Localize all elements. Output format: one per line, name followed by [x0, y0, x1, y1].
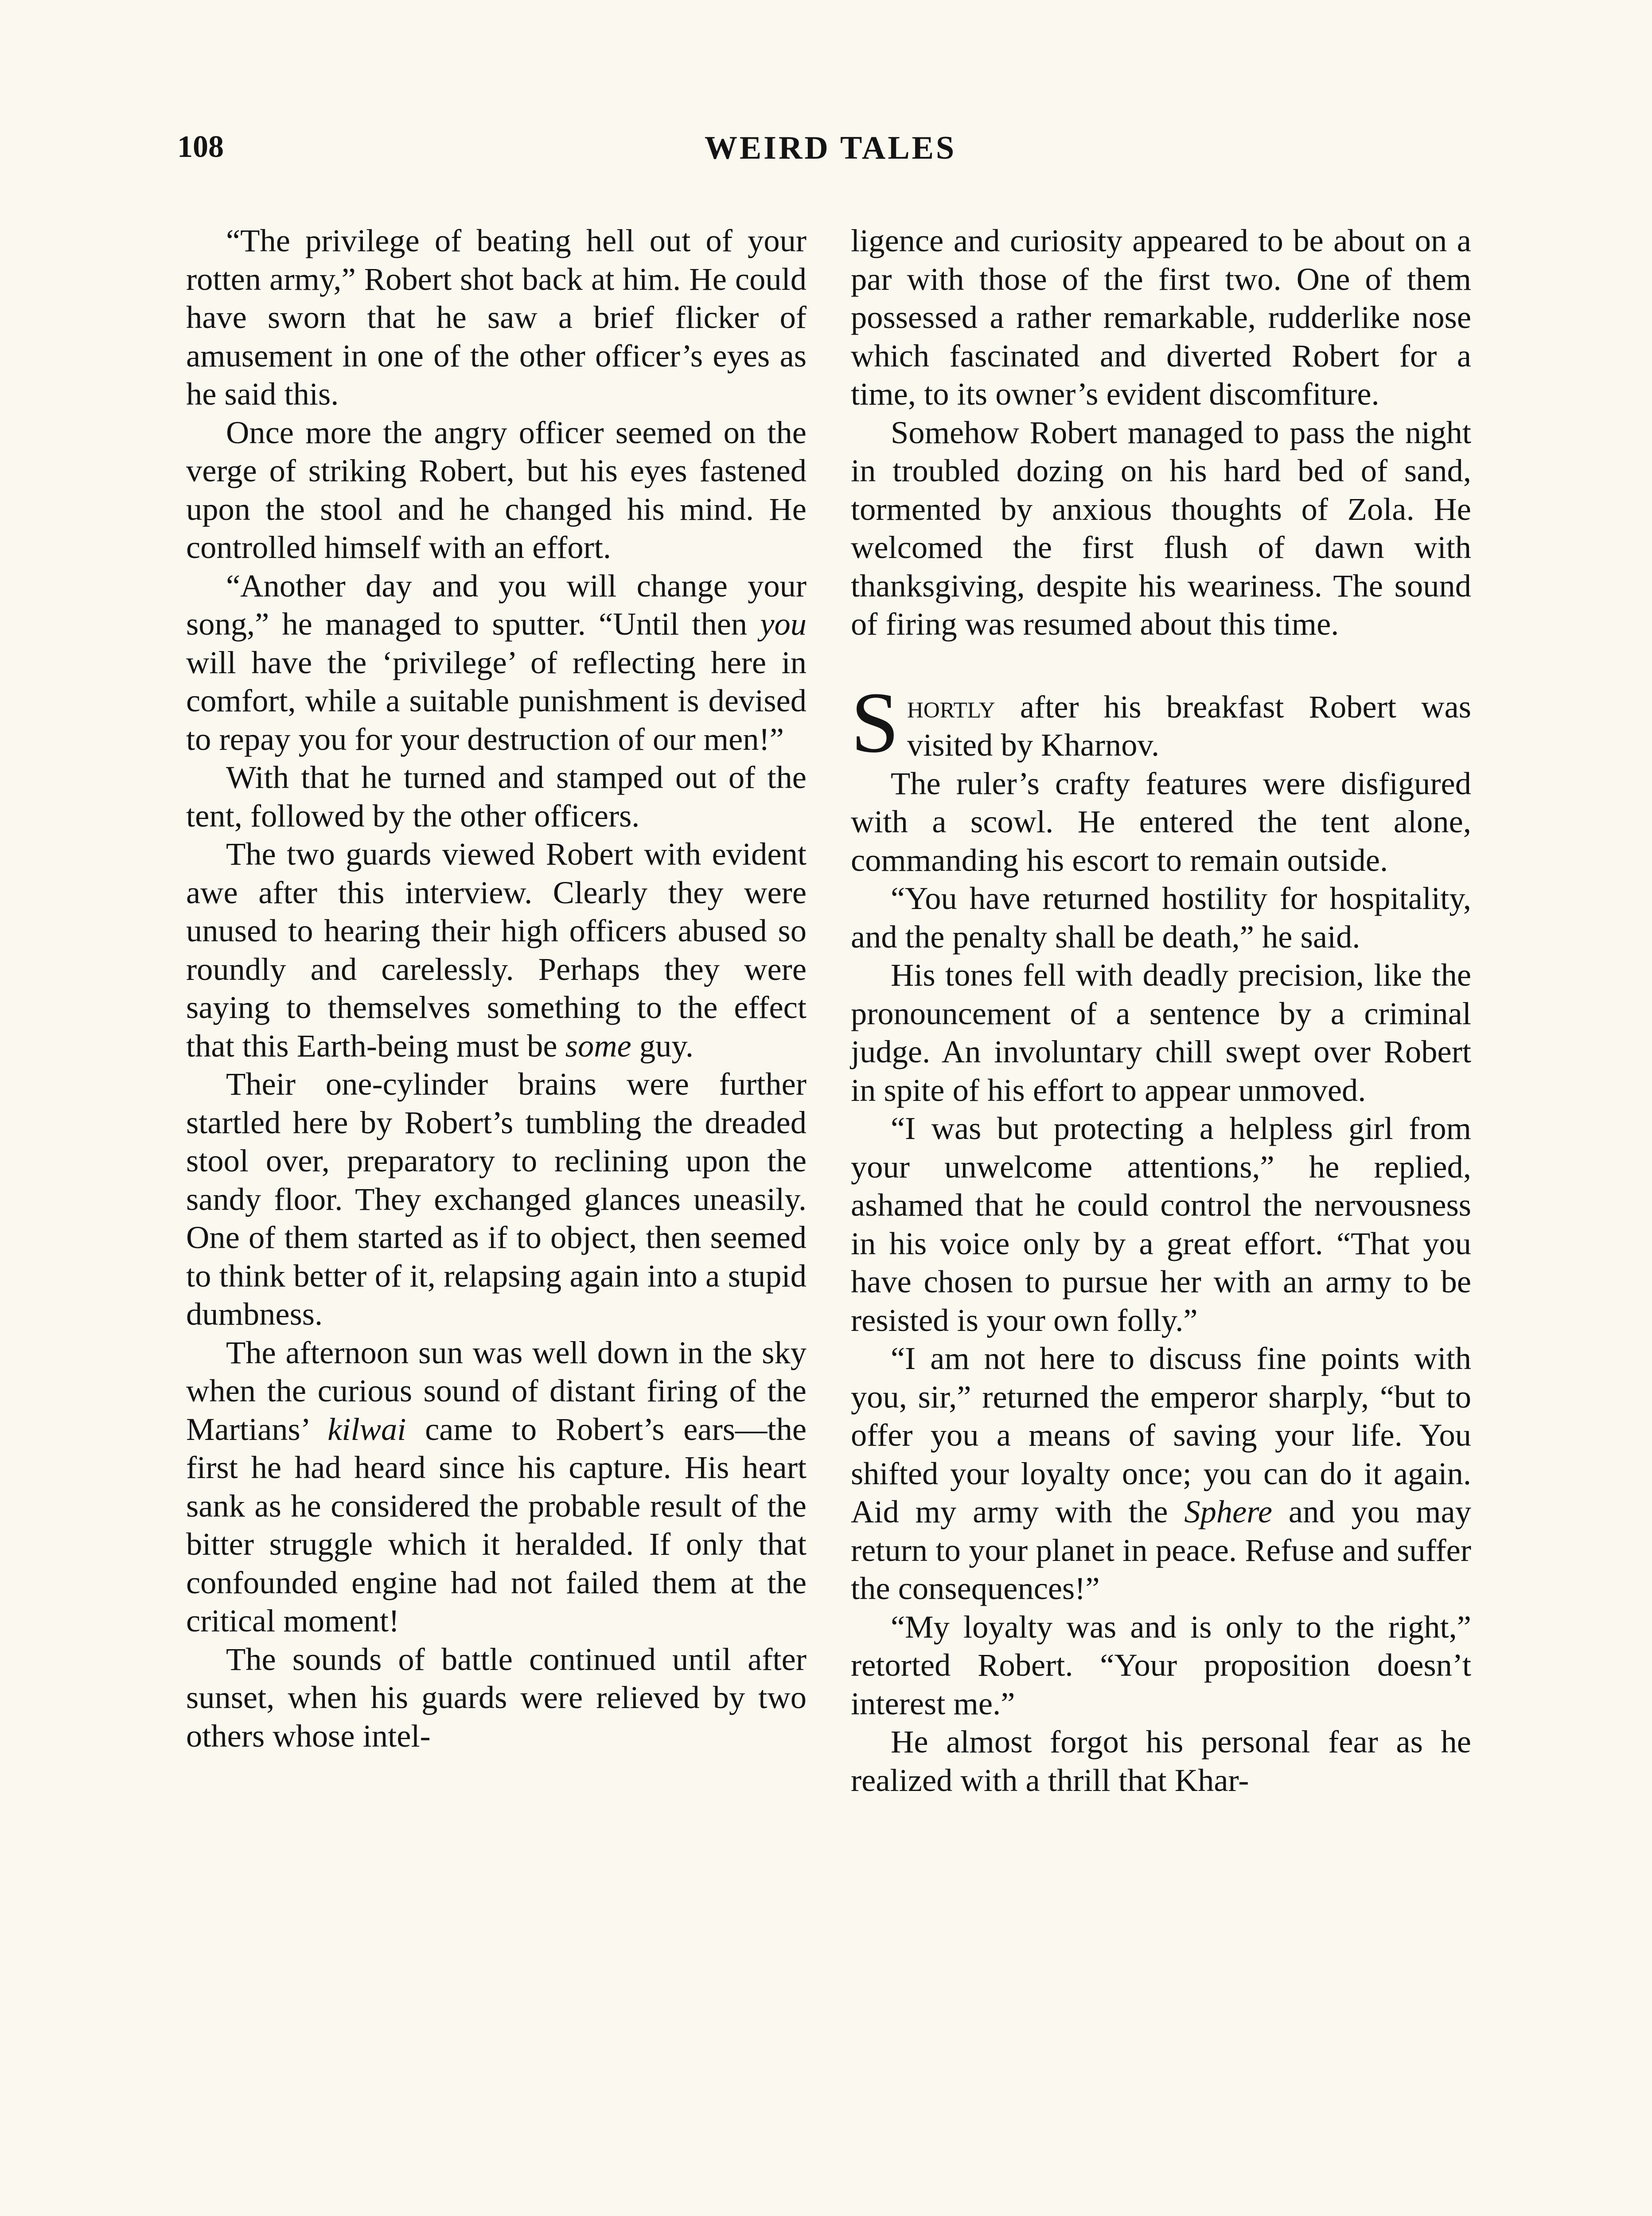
paragraph: His tones fell with deadly precision, like the pronouncement of a sentence by a criminal judge. An involuntary chill swept over Robert in spite of his effort to appear unmoved.: [851, 957, 1471, 1108]
section-opening-paragraph: [851, 674, 1471, 771]
running-title: WEIRD TALES: [704, 130, 957, 166]
right-column: [851, 222, 1471, 1799]
text-run: after his breakfast Robert was visited by Kharnov.: [907, 688, 1471, 763]
italic-text: Sphere: [1184, 1494, 1273, 1529]
paragraph: [851, 1339, 1471, 1608]
small-caps-text: hortly: [907, 688, 995, 725]
paragraph: [186, 567, 807, 759]
italic-text: some: [565, 1027, 631, 1064]
paragraph: He almost forgot his personal fear as he realized with a thrill that Khar-: [851, 1724, 1471, 1798]
paragraph: “The privilege of beating hell out of your rotten army,” Robert shot back at him. He could have sworn that he saw a brief flicker of amusement in one of the other officer’s eyes as he said this.: [186, 222, 807, 412]
paragraph: “I was but protecting a helpless girl from your unwelcome attentions,” he replied, ashamed that he could control the nervousness in his voice only by a great effort. “That you have chosen to pursue her with an army to be resisted is your own folly.”: [851, 1110, 1471, 1338]
text-run: The afternoon sun was well down in the sky when the curious sound of distant firing of the Martians’: [186, 1334, 807, 1447]
text-run: and you may return to your planet in peace. Refuse and suffer the consequences!”: [851, 1494, 1471, 1606]
paragraph: [186, 1334, 807, 1640]
paragraph: Their one-cylinder brains were further startled here by Robert’s tumbling the dreaded stool over, preparatory to reclining upon the sandy floor. They exchanged glances uneasily. One of them started as if to object, then seemed to think better of it, relapsing again into a stupid dumbness.: [186, 1066, 807, 1332]
page-header: [177, 129, 1484, 178]
text-run: “Another day and you will change your song,” he managed to sputter. “Until then: [186, 567, 807, 642]
italic-text: kilwai: [327, 1411, 406, 1447]
paragraph: Somehow Robert managed to pass the night in troubled dozing on his hard bed of sand, tormented by anxious thoughts of Zola. He welcomed the first flush of dawn with thanksgiving, despite his weariness. The sound of firing was resumed about this time.: [851, 414, 1471, 642]
text-run: “I am not here to discuss fine points with you, sir,” returned the emperor sharply, “but to offer you a means of saving your life. You shifted your loyalty once; you can do it again. Aid my army with the: [851, 1340, 1471, 1529]
paragraph: “You have returned hostility for hospitality, and the penalty shall be death,” he said.: [851, 880, 1471, 955]
paragraph: “My loyalty was and is only to the right,” retorted Robert. “Your proposition doesn’t interest me.”: [851, 1608, 1471, 1721]
paragraph: With that he turned and stamped out of the tent, followed by the other officers.: [186, 759, 807, 834]
paragraph: The sounds of battle continued until after sunset, when his guards were relieved by two others whose intel-: [186, 1641, 807, 1754]
text-run: will have the ‘privilege’ of reflecting here in comfort, while a suitable punishment is devised to repay you for your destruction of our men!”: [186, 644, 807, 757]
page-number: 108: [177, 130, 224, 164]
paragraph: Once more the angry officer seemed on the verge of striking Robert, but his eyes fastened upon the stool and he changed his mind. He controlled himself with an effort.: [186, 414, 807, 565]
paragraph: The ruler’s crafty features were disfigured with a scowl. He entered the tent alone, commanding his escort to remain outside.: [851, 765, 1471, 878]
italic-text: you: [760, 606, 807, 642]
paragraph: [186, 835, 807, 1065]
paragraph: ligence and curiosity appeared to be about on a par with those of the first two. One of them possessed a rather remarkable, rudderlike nose which fascinated and diverted Robert for a time, to its owner’s evident discomfiture.: [851, 222, 1471, 412]
left-column: [186, 222, 807, 1755]
text-run: guy.: [631, 1027, 694, 1064]
text-run: The two guards viewed Robert with evident awe after this interview. Clearly they were unused to hearing their high officers abused so roundly and carelessly. Perhaps they were saying to themselves something to the effect that this Earth-being must be: [186, 836, 807, 1064]
text-run: came to Robert’s ears—the first he had heard since his capture. His heart sank as he considered the probable result of the bitter struggle which it heralded. If only that confounded engine had not failed them at the critical moment!: [186, 1411, 807, 1639]
drop-cap: S: [851, 674, 900, 771]
